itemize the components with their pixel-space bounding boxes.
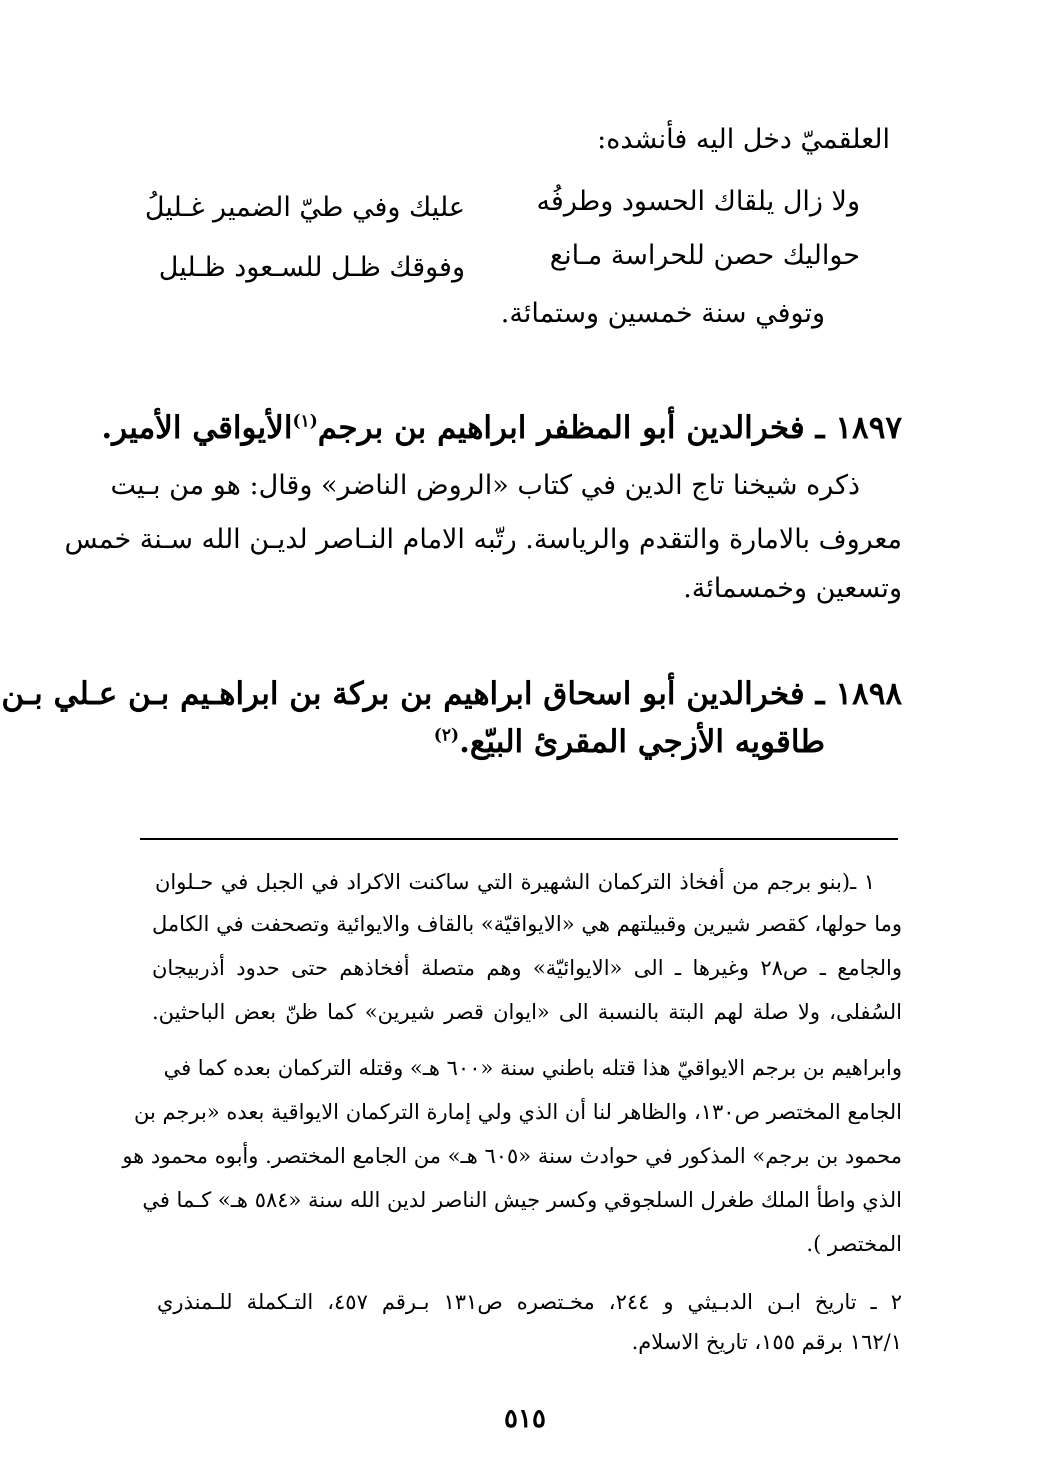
entry-1897-heading	[101, 410, 902, 447]
footnote-1-line-3: والجامع ـ ص٢٨ وغيرها ـ الى «الايوائيّة» وهم متصلة أفخاذهم حتى حدود أذربيجان	[152, 956, 902, 980]
footnote-1b-line-1: وابراهيم بن برجم الايواقيّ هذا قتله باطني سنة «٦٠٠ هـ» وقتله التركمان بعده كما في	[163, 1056, 902, 1080]
entry-1898-heading-line-1: ١٨٩٨ ـ فخرالدين أبو اسحاق ابراهيم بن بركة بن ابراهـيم بـن عـلي بـن	[1, 676, 902, 712]
entry-1897-heading-text: ١٨٩٧ ـ فخرالدين أبو المظفر ابراهيم بن برجم	[317, 410, 902, 446]
entry-1898-heading-line-2	[325, 724, 825, 761]
footnote-1-line-4: السُفلى، ولا صلة لهم البتة بالنسبة الى «ايوان قصر شيرين» كما ظنّ بعض الباحثين.	[152, 1000, 902, 1024]
entry-1897-body-line-2: معروف بالامارة والتقدم والرياسة. رتّبه الامام النـاصر لديـن الله سـنة خمس	[64, 524, 902, 555]
footnote-ref-1: (١)	[292, 411, 318, 432]
footnote-ref-2: (٢)	[433, 725, 460, 746]
poem-death-line: وتوفي سنة خمسين وستمائة.	[500, 298, 825, 329]
poem-verse-1-left: عليك وفي طيّ الضمير غـليلُ	[144, 192, 465, 223]
footnote-1-line-2: وما حولها، كقصر شيرين وقبيلتهم هي «الايواقيّة» بالقاف والايوائية وتصحفت في الكامل	[152, 912, 902, 936]
poem-verse-1-right: ولا زال يلقاك الحسود وطرفُه	[536, 186, 860, 217]
page-number: ٥١٥	[504, 1404, 546, 1434]
entry-1898-heading-text: طاقويه الأزجي المقرئ البيّع.	[459, 724, 825, 760]
entry-1897-heading-end: الأيواقي الأمير.	[101, 410, 293, 446]
footnote-2-line-1: ٢ ـ تاريخ ابـن الدبـيثي و ٢٤٤، مخـتصره ص١٣١ بـرقم ٤٥٧، التـكملة للـمنذري	[157, 1290, 902, 1314]
footnote-1b-line-3: محمود بن برجم» المذكور في حوادث سنة «٦٠٥ هـ» من الجامع المختصر. وأبوه محمود هو	[122, 1144, 902, 1168]
footnote-1b-line-4: الذي واطأ الملك طغرل السلجوقي وكسر جيش الناصر لدين الله سنة «٥٨٤ هـ» كـما في	[142, 1188, 902, 1212]
footnote-1b-line-5: المختصر ).	[806, 1232, 902, 1256]
entry-1897-body-line-1: ذكره شيخنا تاج الدين في كتاب «الروض الناضر» وقال: هو من بـيت	[110, 470, 860, 501]
footnote-1b-line-2: الجامع المختصر ص١٣٠، والظاهر لنا أن الذي ولي إمارة التركمان الايواقية بعده «برجم بن	[133, 1100, 902, 1124]
poem-verse-2-right: حواليك حصن للحراسة مـانع	[549, 240, 860, 271]
intro-line: العلقميّ دخل اليه فأنشده:	[597, 124, 890, 155]
footnote-separator	[140, 838, 898, 840]
footnote-1-line-1: ١ ـ(بنو برجم من أفخاذ التركمان الشهيرة التي ساكنت الاكراد في الجبل في حـلوان	[155, 870, 875, 894]
entry-1897-body-line-3: وتسعين وخمسمائة.	[683, 573, 902, 604]
poem-verse-2-left: وفوقك ظـل للسـعود ظـليل	[158, 252, 465, 283]
footnote-2-line-2: ١٦٢/١ برقم ١٥٥، تاريخ الاسلام.	[631, 1330, 902, 1354]
